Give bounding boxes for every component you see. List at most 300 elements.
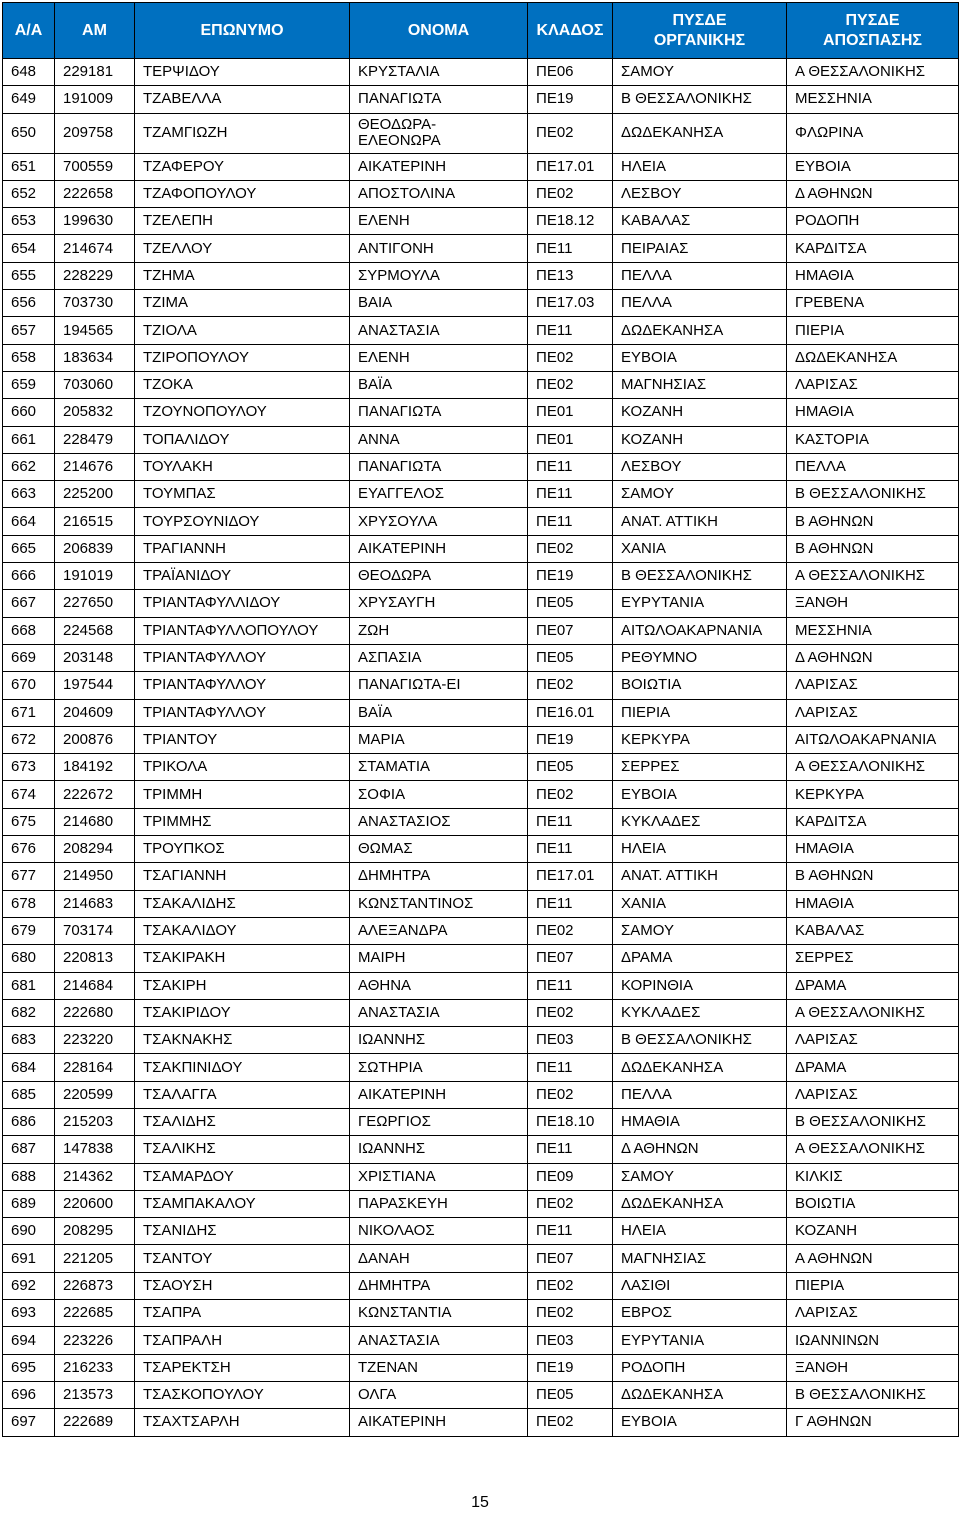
cell-name: ΣΤΑΜΑΤΙΑ bbox=[350, 754, 528, 781]
cell-organic-pysde: ΑΝΑΤ. ΑΤΤΙΚΗ bbox=[613, 508, 787, 535]
cell-organic-pysde: ΠΙΕΡΙΑ bbox=[613, 699, 787, 726]
cell-aa: 651 bbox=[3, 153, 55, 180]
cell-am: 203148 bbox=[55, 644, 135, 671]
cell-secondment-pysde: ΡΟΔΟΠΗ bbox=[787, 208, 959, 235]
cell-name: ΑΙΚΑΤΕΡΙΝΗ bbox=[350, 535, 528, 562]
cell-name: ΕΛΕΝΗ bbox=[350, 344, 528, 371]
cell-organic-pysde: ΕΥΡΥΤΑΝΙΑ bbox=[613, 590, 787, 617]
cell-organic-pysde: ΔΩΔΕΚΑΝΗΣΑ bbox=[613, 1054, 787, 1081]
cell-branch: ΠΕ11 bbox=[528, 972, 613, 999]
cell-am: 214676 bbox=[55, 453, 135, 480]
cell-secondment-pysde: ΞΑΝΘΗ bbox=[787, 590, 959, 617]
cell-branch: ΠΕ17.01 bbox=[528, 153, 613, 180]
cell-name: ΧΡΙΣΤΙΑΝΑ bbox=[350, 1163, 528, 1190]
cell-am: 208295 bbox=[55, 1218, 135, 1245]
cell-secondment-pysde: ΠΕΛΛΑ bbox=[787, 453, 959, 480]
cell-name: ΔΑΝΑΗ bbox=[350, 1245, 528, 1272]
cell-secondment-pysde: ΔΡΑΜΑ bbox=[787, 972, 959, 999]
cell-aa: 674 bbox=[3, 781, 55, 808]
cell-am: 228229 bbox=[55, 262, 135, 289]
cell-am: 222658 bbox=[55, 180, 135, 207]
cell-secondment-pysde: ΠΙΕΡΙΑ bbox=[787, 1272, 959, 1299]
cell-aa: 660 bbox=[3, 399, 55, 426]
cell-name: ΤΖΕΝΑΝ bbox=[350, 1354, 528, 1381]
table-row bbox=[3, 1108, 959, 1135]
cell-aa: 663 bbox=[3, 481, 55, 508]
cell-aa: 684 bbox=[3, 1054, 55, 1081]
cell-branch: ΠΕ11 bbox=[528, 808, 613, 835]
table-row bbox=[3, 644, 959, 671]
cell-secondment-pysde: Α ΑΘΗΝΩΝ bbox=[787, 1245, 959, 1272]
cell-name: ΓΕΩΡΓΙΟΣ bbox=[350, 1108, 528, 1135]
cell-am: 216515 bbox=[55, 508, 135, 535]
cell-secondment-pysde: ΒΟΙΩΤΙΑ bbox=[787, 1190, 959, 1217]
cell-name: ΣΥΡΜΟΥΛΑ bbox=[350, 262, 528, 289]
cell-name: ΑΝΤΙΓΟΝΗ bbox=[350, 235, 528, 262]
cell-aa: 677 bbox=[3, 863, 55, 890]
cell-secondment-pysde: ΑΙΤΩΛΟΑΚΑΡΝΑΝΙΑ bbox=[787, 726, 959, 753]
cell-name: ΑΝΑΣΤΑΣΙΑ bbox=[350, 1327, 528, 1354]
cell-am: 220813 bbox=[55, 945, 135, 972]
cell-secondment-pysde: ΞΑΝΘΗ bbox=[787, 1354, 959, 1381]
cell-surname: ΤΡΙΑΝΤΑΦΥΛΛΙΔΟΥ bbox=[135, 590, 350, 617]
cell-am: 226873 bbox=[55, 1272, 135, 1299]
cell-aa: 670 bbox=[3, 672, 55, 699]
cell-organic-pysde: ΧΑΝΙΑ bbox=[613, 890, 787, 917]
cell-branch: ΠΕ02 bbox=[528, 1190, 613, 1217]
table-row bbox=[3, 1081, 959, 1108]
cell-surname: ΤΡΙΑΝΤΑΦΥΛΛΟΥ bbox=[135, 672, 350, 699]
cell-surname: ΤΖΟΥΝΟΠΟΥΛΟΥ bbox=[135, 399, 350, 426]
cell-name: ΚΩΝΣΤΑΝΤΙΑ bbox=[350, 1300, 528, 1327]
cell-surname: ΤΣΑΚΙΡΑΚΗ bbox=[135, 945, 350, 972]
cell-branch: ΠΕ03 bbox=[528, 1327, 613, 1354]
cell-surname: ΤΣΑΛΙΔΗΣ bbox=[135, 1108, 350, 1135]
cell-organic-pysde: ΕΒΡΟΣ bbox=[613, 1300, 787, 1327]
header-secondment-line1: ΠΥΣΔΕ bbox=[845, 11, 900, 29]
cell-organic-pysde: ΣΑΜΟΥ bbox=[613, 1163, 787, 1190]
table-row bbox=[3, 1190, 959, 1217]
cell-aa: 692 bbox=[3, 1272, 55, 1299]
cell-name: ΘΩΜΑΣ bbox=[350, 836, 528, 863]
cell-name: ΑΝΑΣΤΑΣΙΑ bbox=[350, 999, 528, 1026]
cell-am: 200876 bbox=[55, 726, 135, 753]
cell-am: 215203 bbox=[55, 1108, 135, 1135]
cell-branch: ΠΕ11 bbox=[528, 1218, 613, 1245]
cell-branch: ΠΕ11 bbox=[528, 836, 613, 863]
cell-branch: ΠΕ17.01 bbox=[528, 863, 613, 890]
cell-organic-pysde: ΔΡΑΜΑ bbox=[613, 945, 787, 972]
cell-am: 224568 bbox=[55, 617, 135, 644]
cell-aa: 685 bbox=[3, 1081, 55, 1108]
cell-surname: ΤΟΥΛΑΚΗ bbox=[135, 453, 350, 480]
table-row bbox=[3, 113, 959, 153]
header-organic-pysde bbox=[613, 3, 787, 59]
cell-am: 703060 bbox=[55, 371, 135, 398]
header-name: ΟΝΟΜΑ bbox=[350, 3, 528, 59]
cell-aa: 667 bbox=[3, 590, 55, 617]
cell-organic-pysde: ΚΟΖΑΝΗ bbox=[613, 399, 787, 426]
table-row bbox=[3, 1027, 959, 1054]
cell-branch: ΠΕ02 bbox=[528, 917, 613, 944]
cell-organic-pysde: ΚΟΡΙΝΘΙΑ bbox=[613, 972, 787, 999]
table-row bbox=[3, 1354, 959, 1381]
cell-name: ΑΝΑΣΤΑΣΙΑ bbox=[350, 317, 528, 344]
cell-organic-pysde: Β ΘΕΣΣΑΛΟΝΙΚΗΣ bbox=[613, 563, 787, 590]
cell-aa: 678 bbox=[3, 890, 55, 917]
cell-surname: ΤΖΕΛΛΟΥ bbox=[135, 235, 350, 262]
cell-surname: ΤΣΑΠΡΑΛΗ bbox=[135, 1327, 350, 1354]
cell-branch: ΠΕ11 bbox=[528, 1136, 613, 1163]
cell-am: 208294 bbox=[55, 836, 135, 863]
cell-am: 147838 bbox=[55, 1136, 135, 1163]
cell-organic-pysde: ΔΩΔΕΚΑΝΗΣΑ bbox=[613, 317, 787, 344]
table-row bbox=[3, 59, 959, 86]
cell-am: 194565 bbox=[55, 317, 135, 344]
cell-organic-pysde: ΣΑΜΟΥ bbox=[613, 481, 787, 508]
cell-secondment-pysde: Δ ΑΘΗΝΩΝ bbox=[787, 644, 959, 671]
cell-organic-pysde: ΑΙΤΩΛΟΑΚΑΡΝΑΝΙΑ bbox=[613, 617, 787, 644]
cell-am: 221205 bbox=[55, 1245, 135, 1272]
cell-aa: 673 bbox=[3, 754, 55, 781]
cell-name: ΧΡΥΣΑΥΓΗ bbox=[350, 590, 528, 617]
cell-am: 229181 bbox=[55, 59, 135, 86]
cell-am: 214683 bbox=[55, 890, 135, 917]
table-row bbox=[3, 890, 959, 917]
cell-secondment-pysde: ΔΩΔΕΚΑΝΗΣΑ bbox=[787, 344, 959, 371]
cell-organic-pysde: ΧΑΝΙΑ bbox=[613, 535, 787, 562]
cell-am: 220599 bbox=[55, 1081, 135, 1108]
cell-name: ΑΙΚΑΤΕΡΙΝΗ bbox=[350, 153, 528, 180]
cell-name: ΠΑΝΑΓΙΩΤΑ bbox=[350, 399, 528, 426]
cell-organic-pysde: ΛΕΣΒΟΥ bbox=[613, 180, 787, 207]
table-row bbox=[3, 1272, 959, 1299]
cell-branch: ΠΕ11 bbox=[528, 1054, 613, 1081]
cell-surname: ΤΖΑΦΟΠΟΥΛΟΥ bbox=[135, 180, 350, 207]
cell-secondment-pysde: ΙΩΑΝΝΙΝΩΝ bbox=[787, 1327, 959, 1354]
cell-surname: ΤΟΥΜΠΑΣ bbox=[135, 481, 350, 508]
cell-aa: 669 bbox=[3, 644, 55, 671]
cell-am: 703174 bbox=[55, 917, 135, 944]
cell-am: 700559 bbox=[55, 153, 135, 180]
cell-secondment-pysde: Β ΑΘΗΝΩΝ bbox=[787, 863, 959, 890]
table-row bbox=[3, 836, 959, 863]
cell-branch: ΠΕ19 bbox=[528, 563, 613, 590]
table-body bbox=[3, 59, 959, 1437]
cell-organic-pysde: ΔΩΔΕΚΑΝΗΣΑ bbox=[613, 1190, 787, 1217]
table-row bbox=[3, 535, 959, 562]
cell-aa: 664 bbox=[3, 508, 55, 535]
cell-organic-pysde: ΠΕΛΛΑ bbox=[613, 262, 787, 289]
cell-secondment-pysde: ΛΑΡΙΣΑΣ bbox=[787, 371, 959, 398]
cell-organic-pysde: ΚΑΒΑΛΑΣ bbox=[613, 208, 787, 235]
cell-branch: ΠΕ05 bbox=[528, 1381, 613, 1408]
cell-secondment-pysde: ΛΑΡΙΣΑΣ bbox=[787, 699, 959, 726]
cell-secondment-pysde: ΗΜΑΘΙΑ bbox=[787, 262, 959, 289]
cell-name: ΒΑΪΑ bbox=[350, 699, 528, 726]
cell-secondment-pysde: Β ΘΕΣΣΑΛΟΝΙΚΗΣ bbox=[787, 1381, 959, 1408]
cell-name: ΑΝΝΑ bbox=[350, 426, 528, 453]
cell-secondment-pysde: ΗΜΑΘΙΑ bbox=[787, 836, 959, 863]
cell-organic-pysde: ΣΑΜΟΥ bbox=[613, 917, 787, 944]
cell-surname: ΤΖΑΜΓΙΩΖΗ bbox=[135, 113, 350, 153]
cell-secondment-pysde: ΜΕΣΣΗΝΙΑ bbox=[787, 617, 959, 644]
cell-aa: 662 bbox=[3, 453, 55, 480]
cell-branch: ΠΕ11 bbox=[528, 890, 613, 917]
cell-am: 213573 bbox=[55, 1381, 135, 1408]
header-organic-line1: ΠΥΣΔΕ bbox=[672, 11, 727, 29]
cell-am: 214680 bbox=[55, 808, 135, 835]
cell-am: 199630 bbox=[55, 208, 135, 235]
cell-surname: ΤΟΠΑΛΙΔΟΥ bbox=[135, 426, 350, 453]
cell-surname: ΤΣΑΚΝΑΚΗΣ bbox=[135, 1027, 350, 1054]
table-row bbox=[3, 972, 959, 999]
table-row bbox=[3, 508, 959, 535]
cell-secondment-pysde: ΚΑΒΑΛΑΣ bbox=[787, 917, 959, 944]
header-secondment-pysde bbox=[787, 3, 959, 59]
cell-name: ΟΛΓΑ bbox=[350, 1381, 528, 1408]
cell-name: ΑΛΕΞΑΝΔΡΑ bbox=[350, 917, 528, 944]
cell-name: ΝΙΚΟΛΑΟΣ bbox=[350, 1218, 528, 1245]
table-row bbox=[3, 208, 959, 235]
cell-aa: 687 bbox=[3, 1136, 55, 1163]
cell-surname: ΤΖΑΦΕΡΟΥ bbox=[135, 153, 350, 180]
cell-name: ΕΛΕΝΗ bbox=[350, 208, 528, 235]
table-row bbox=[3, 290, 959, 317]
table-row bbox=[3, 481, 959, 508]
cell-secondment-pysde: Α ΘΕΣΣΑΛΟΝΙΚΗΣ bbox=[787, 754, 959, 781]
cell-organic-pysde: ΚΥΚΛΑΔΕΣ bbox=[613, 999, 787, 1026]
cell-branch: ΠΕ02 bbox=[528, 535, 613, 562]
table-row bbox=[3, 1218, 959, 1245]
cell-am: 214684 bbox=[55, 972, 135, 999]
cell-surname: ΤΡΙΑΝΤΟΥ bbox=[135, 726, 350, 753]
cell-secondment-pysde: ΦΛΩΡΙΝΑ bbox=[787, 113, 959, 153]
cell-branch: ΠΕ13 bbox=[528, 262, 613, 289]
table-header-row bbox=[3, 3, 959, 59]
table-row bbox=[3, 917, 959, 944]
cell-surname: ΤΣΑΣΚΟΠΟΥΛΟΥ bbox=[135, 1381, 350, 1408]
cell-branch: ΠΕ11 bbox=[528, 481, 613, 508]
cell-surname: ΤΖΕΛΕΠΗ bbox=[135, 208, 350, 235]
cell-organic-pysde: ΕΥΡΥΤΑΝΙΑ bbox=[613, 1327, 787, 1354]
cell-surname: ΤΣΑΠΡΑ bbox=[135, 1300, 350, 1327]
cell-name: ΔΗΜΗΤΡΑ bbox=[350, 1272, 528, 1299]
cell-surname: ΤΣΑΚΑΛΙΔΟΥ bbox=[135, 917, 350, 944]
cell-secondment-pysde: Β ΑΘΗΝΩΝ bbox=[787, 508, 959, 535]
cell-name: ΜΑΙΡΗ bbox=[350, 945, 528, 972]
cell-am: 205832 bbox=[55, 399, 135, 426]
cell-am: 183634 bbox=[55, 344, 135, 371]
table-row bbox=[3, 86, 959, 113]
cell-surname: ΤΣΑΝΤΟΥ bbox=[135, 1245, 350, 1272]
cell-aa: 691 bbox=[3, 1245, 55, 1272]
cell-name: ΒΑΪΑ bbox=[350, 371, 528, 398]
cell-name: ΙΩΑΝΝΗΣ bbox=[350, 1136, 528, 1163]
cell-name: ΑΣΠΑΣΙΑ bbox=[350, 644, 528, 671]
header-am: ΑΜ bbox=[55, 3, 135, 59]
cell-branch: ΠΕ18.10 bbox=[528, 1108, 613, 1135]
cell-branch: ΠΕ02 bbox=[528, 371, 613, 398]
cell-branch: ΠΕ19 bbox=[528, 726, 613, 753]
cell-secondment-pysde: Α ΘΕΣΣΑΛΟΝΙΚΗΣ bbox=[787, 999, 959, 1026]
cell-branch: ΠΕ02 bbox=[528, 180, 613, 207]
cell-surname: ΤΣΑΚΑΛΙΔΗΣ bbox=[135, 890, 350, 917]
cell-branch: ΠΕ07 bbox=[528, 945, 613, 972]
cell-branch: ΠΕ18.12 bbox=[528, 208, 613, 235]
cell-surname: ΤΖΙΡΟΠΟΥΛΟΥ bbox=[135, 344, 350, 371]
cell-aa: 686 bbox=[3, 1108, 55, 1135]
table-row bbox=[3, 945, 959, 972]
cell-organic-pysde: ΗΛΕΙΑ bbox=[613, 836, 787, 863]
cell-organic-pysde: ΛΕΣΒΟΥ bbox=[613, 453, 787, 480]
cell-organic-pysde: ΗΛΕΙΑ bbox=[613, 153, 787, 180]
table-row bbox=[3, 1409, 959, 1436]
cell-surname: ΤΣΑΛΙΚΗΣ bbox=[135, 1136, 350, 1163]
cell-name: ΑΙΚΑΤΕΡΙΝΗ bbox=[350, 1409, 528, 1436]
cell-branch: ΠΕ02 bbox=[528, 999, 613, 1026]
cell-surname: ΤΡΙΑΝΤΑΦΥΛΛΟΥ bbox=[135, 699, 350, 726]
cell-organic-pysde: ΑΝΑΤ. ΑΤΤΙΚΗ bbox=[613, 863, 787, 890]
cell-branch: ΠΕ02 bbox=[528, 1409, 613, 1436]
cell-aa: 683 bbox=[3, 1027, 55, 1054]
cell-am: 222680 bbox=[55, 999, 135, 1026]
cell-am: 228164 bbox=[55, 1054, 135, 1081]
cell-branch: ΠΕ06 bbox=[528, 59, 613, 86]
cell-surname: ΤΖΙΟΛΑ bbox=[135, 317, 350, 344]
header-surname: ΕΠΩΝΥΜΟ bbox=[135, 3, 350, 59]
cell-am: 222689 bbox=[55, 1409, 135, 1436]
table-row bbox=[3, 235, 959, 262]
cell-organic-pysde: ΣΑΜΟΥ bbox=[613, 59, 787, 86]
cell-organic-pysde: Δ ΑΘΗΝΩΝ bbox=[613, 1136, 787, 1163]
table-row bbox=[3, 262, 959, 289]
cell-secondment-pysde: ΕΥΒΟΙΑ bbox=[787, 153, 959, 180]
cell-name: ΑΠΟΣΤΟΛΙΝΑ bbox=[350, 180, 528, 207]
table-row bbox=[3, 1327, 959, 1354]
cell-branch: ΠΕ09 bbox=[528, 1163, 613, 1190]
cell-surname: ΤΡΙΑΝΤΑΦΥΛΛΟΥ bbox=[135, 644, 350, 671]
cell-branch: ΠΕ16.01 bbox=[528, 699, 613, 726]
cell-branch: ΠΕ02 bbox=[528, 781, 613, 808]
cell-am: 223226 bbox=[55, 1327, 135, 1354]
table-row bbox=[3, 1245, 959, 1272]
cell-branch: ΠΕ02 bbox=[528, 1272, 613, 1299]
cell-organic-pysde: ΠΕΙΡΑΙΑΣ bbox=[613, 235, 787, 262]
cell-aa: 690 bbox=[3, 1218, 55, 1245]
cell-am: 214674 bbox=[55, 235, 135, 262]
cell-surname: ΤΣΑΚΙΡΙΔΟΥ bbox=[135, 999, 350, 1026]
table-row bbox=[3, 453, 959, 480]
cell-aa: 653 bbox=[3, 208, 55, 235]
table-row bbox=[3, 808, 959, 835]
cell-branch: ΠΕ01 bbox=[528, 399, 613, 426]
cell-surname: ΤΖΟΚΑ bbox=[135, 371, 350, 398]
cell-organic-pysde: Β ΘΕΣΣΑΛΟΝΙΚΗΣ bbox=[613, 86, 787, 113]
cell-surname: ΤΣΑΚΠΙΝΙΔΟΥ bbox=[135, 1054, 350, 1081]
cell-organic-pysde: ΠΕΛΛΑ bbox=[613, 1081, 787, 1108]
cell-branch: ΠΕ05 bbox=[528, 754, 613, 781]
cell-secondment-pysde: ΗΜΑΘΙΑ bbox=[787, 890, 959, 917]
cell-branch: ΠΕ02 bbox=[528, 113, 613, 153]
table-row bbox=[3, 344, 959, 371]
cell-surname: ΤΣΑΡΕΚΤΣΗ bbox=[135, 1354, 350, 1381]
cell-am: 703730 bbox=[55, 290, 135, 317]
cell-organic-pysde: ΡΟΔΟΠΗ bbox=[613, 1354, 787, 1381]
cell-aa: 688 bbox=[3, 1163, 55, 1190]
cell-secondment-pysde: ΛΑΡΙΣΑΣ bbox=[787, 1027, 959, 1054]
cell-aa: 649 bbox=[3, 86, 55, 113]
cell-am: 216233 bbox=[55, 1354, 135, 1381]
cell-aa: 650 bbox=[3, 113, 55, 153]
cell-name: ΑΝΑΣΤΑΣΙΟΣ bbox=[350, 808, 528, 835]
cell-secondment-pysde: ΣΕΡΡΕΣ bbox=[787, 945, 959, 972]
cell-aa: 661 bbox=[3, 426, 55, 453]
cell-branch: ΠΕ05 bbox=[528, 590, 613, 617]
cell-aa: 671 bbox=[3, 699, 55, 726]
cell-aa: 680 bbox=[3, 945, 55, 972]
cell-aa: 675 bbox=[3, 808, 55, 835]
cell-surname: ΤΣΑΓΙΑΝΝΗ bbox=[135, 863, 350, 890]
cell-organic-pysde: ΕΥΒΟΙΑ bbox=[613, 344, 787, 371]
table-row bbox=[3, 426, 959, 453]
cell-aa: 659 bbox=[3, 371, 55, 398]
table-row bbox=[3, 563, 959, 590]
table-row bbox=[3, 590, 959, 617]
cell-organic-pysde: ΕΥΒΟΙΑ bbox=[613, 1409, 787, 1436]
cell-surname: ΤΡΑΪΑΝΙΔΟΥ bbox=[135, 563, 350, 590]
table-row bbox=[3, 781, 959, 808]
cell-secondment-pysde: ΗΜΑΘΙΑ bbox=[787, 399, 959, 426]
cell-am: 222685 bbox=[55, 1300, 135, 1327]
cell-name: ΑΙΚΑΤΕΡΙΝΗ bbox=[350, 1081, 528, 1108]
cell-am: 225200 bbox=[55, 481, 135, 508]
cell-name: ΚΡΥΣΤΑΛΙΑ bbox=[350, 59, 528, 86]
cell-branch: ΠΕ07 bbox=[528, 1245, 613, 1272]
cell-aa: 658 bbox=[3, 344, 55, 371]
cell-aa: 681 bbox=[3, 972, 55, 999]
table-row bbox=[3, 1054, 959, 1081]
cell-secondment-pysde: ΚΕΡΚΥΡΑ bbox=[787, 781, 959, 808]
cell-aa: 689 bbox=[3, 1190, 55, 1217]
table-row bbox=[3, 153, 959, 180]
cell-aa: 693 bbox=[3, 1300, 55, 1327]
cell-secondment-pysde: Α ΘΕΣΣΑΛΟΝΙΚΗΣ bbox=[787, 59, 959, 86]
assignments-table bbox=[2, 2, 959, 1437]
cell-name: ΒΑΙΑ bbox=[350, 290, 528, 317]
cell-surname: ΤΣΑΜΠΑΚΑΛΟΥ bbox=[135, 1190, 350, 1217]
cell-name: ΧΡΥΣΟΥΛΑ bbox=[350, 508, 528, 535]
cell-branch: ΠΕ11 bbox=[528, 508, 613, 535]
cell-name: ΠΑΝΑΓΙΩΤΑ bbox=[350, 86, 528, 113]
cell-surname: ΤΕΡΨΙΔΟΥ bbox=[135, 59, 350, 86]
cell-aa: 679 bbox=[3, 917, 55, 944]
table-row bbox=[3, 371, 959, 398]
cell-name: ΣΩΤΗΡΙΑ bbox=[350, 1054, 528, 1081]
cell-branch: ΠΕ02 bbox=[528, 1081, 613, 1108]
cell-aa: 668 bbox=[3, 617, 55, 644]
cell-secondment-pysde: Β ΘΕΣΣΑΛΟΝΙΚΗΣ bbox=[787, 481, 959, 508]
cell-surname: ΤΖΙΜΑ bbox=[135, 290, 350, 317]
cell-branch: ΠΕ03 bbox=[528, 1027, 613, 1054]
cell-aa: 672 bbox=[3, 726, 55, 753]
cell-organic-pysde: ΕΥΒΟΙΑ bbox=[613, 781, 787, 808]
cell-am: 209758 bbox=[55, 113, 135, 153]
header-branch: ΚΛΑΔΟΣ bbox=[528, 3, 613, 59]
cell-branch: ΠΕ02 bbox=[528, 672, 613, 699]
cell-name: ΠΑΝΑΓΙΩΤΑ-ΕΙ bbox=[350, 672, 528, 699]
header-organic-line2: ΟΡΓΑΝΙΚΗΣ bbox=[653, 31, 746, 49]
